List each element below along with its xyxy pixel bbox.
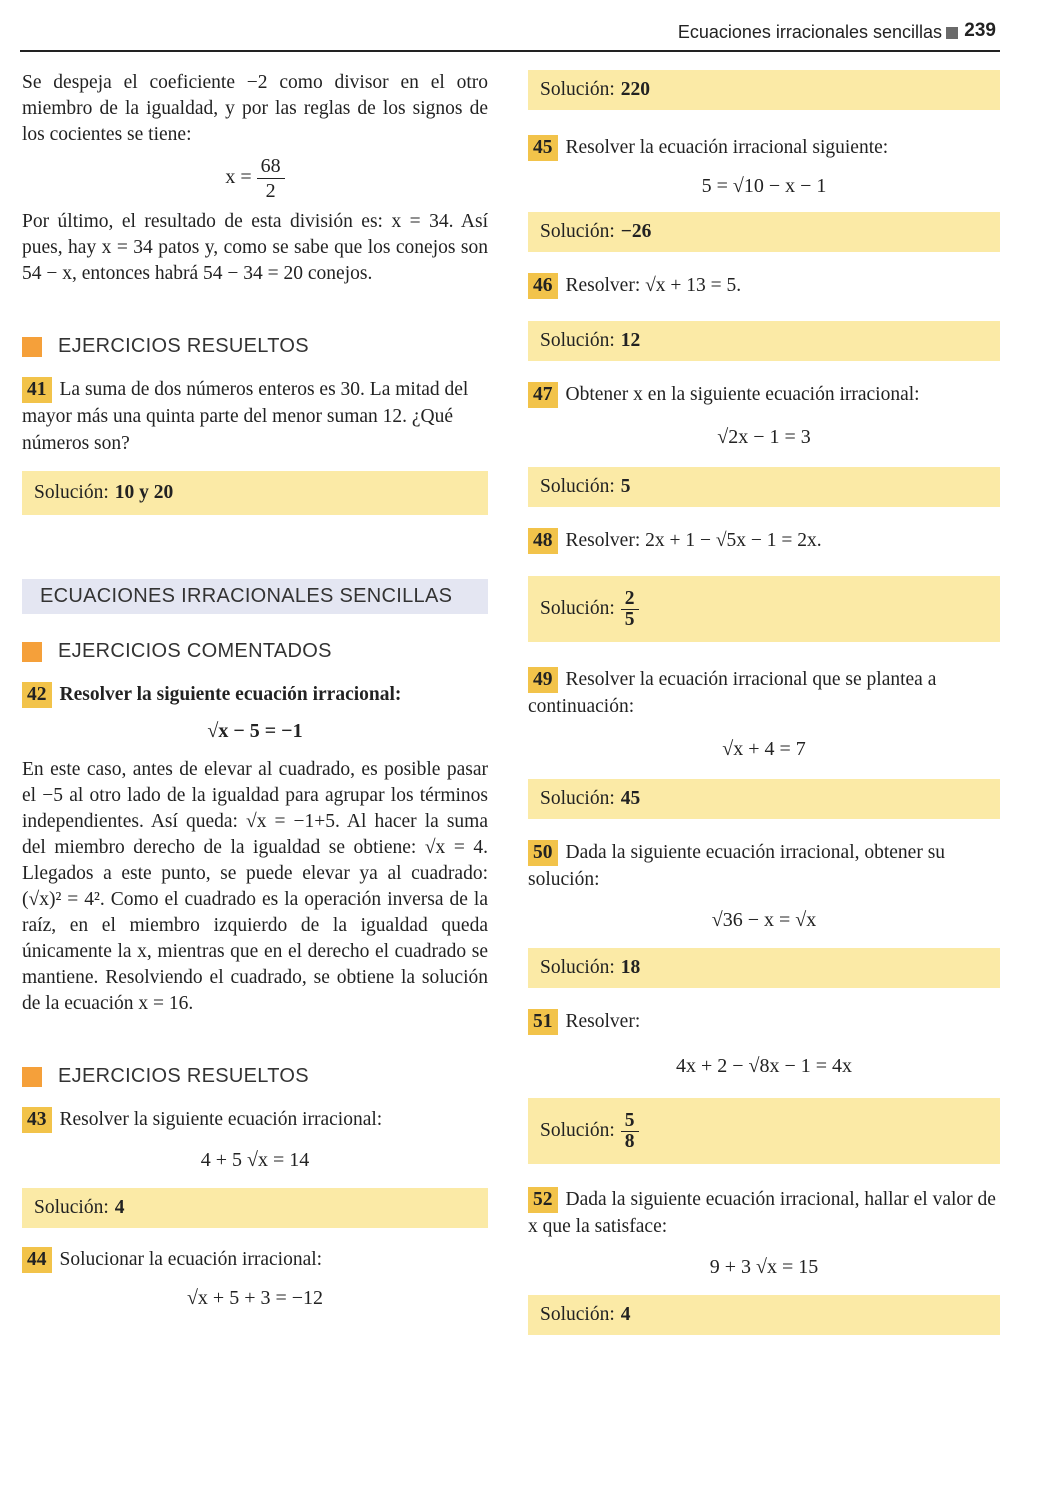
- formula-42: √x − 5 = −1: [207, 720, 303, 742]
- solution-fraction: [621, 589, 639, 630]
- solution-box-44: [528, 70, 1000, 110]
- solution-label: Solución:: [540, 476, 615, 497]
- solution-box-50: [528, 948, 1000, 988]
- solution-box-41: [22, 471, 488, 515]
- exercise-number-badge: 43: [22, 1107, 52, 1133]
- formula-49: √x + 4 = 7: [722, 738, 806, 760]
- formula-45: 5 = √10 − x − 1: [701, 175, 827, 197]
- exercise-44: [22, 1246, 488, 1273]
- section-heading-text: EJERCICIOS RESUELTOS: [58, 1065, 309, 1087]
- solution-box-45: [528, 212, 1000, 252]
- exercise-number-badge: 48: [528, 528, 558, 554]
- exercise-number-badge: 42: [22, 682, 52, 708]
- fraction-numerator: 68: [257, 154, 285, 179]
- section-heading-text: EJERCICIOS COMENTADOS: [58, 640, 332, 662]
- solution-value: 4: [114, 1197, 125, 1218]
- fraction-denominator: 2: [265, 180, 276, 202]
- topic-band: ECUACIONES IRRACIONALES SENCILLAS: [22, 579, 488, 614]
- solution-value: 220: [620, 79, 651, 100]
- formula-lhs: x =: [225, 166, 252, 189]
- exercise-number-badge: 44: [22, 1247, 52, 1273]
- left-column: [22, 70, 488, 1310]
- solution-value: 10 y 20: [114, 482, 174, 503]
- exercise-number-badge: 51: [528, 1009, 558, 1035]
- solution-box-49: [528, 779, 1000, 819]
- formula-51: 4x + 2 − √8x − 1 = 4x: [675, 1055, 853, 1077]
- formula-43: 4 + 5 √x = 14: [200, 1149, 310, 1171]
- intro-paragraph-2: Por último, el resultado de esta división es: x = 34. Así pues, hay x = 34 patos y, como se sabe que los conejos son 54 − x, entonces habrá 54 − 34 = 20 conejos.: [22, 211, 488, 284]
- exercise-number-badge: 47: [528, 382, 558, 408]
- fraction-denominator: 5: [624, 608, 635, 630]
- exercise-text: Resolver la ecuación irracional que se plantea a continuación:: [528, 669, 937, 717]
- exercise-number-badge: 45: [528, 135, 558, 161]
- page-header: [0, 0, 1062, 60]
- fraction: [257, 154, 285, 203]
- section-heading-resueltos-1: [22, 335, 488, 358]
- solution-fraction: [621, 1111, 639, 1152]
- orange-square-icon: [22, 642, 42, 662]
- header-square-icon: [946, 27, 958, 39]
- formula-47: √2x − 1 = 3: [717, 426, 811, 448]
- exercise-text: Resolver la ecuación irracional siguiente:: [565, 137, 889, 158]
- exercise-46: [528, 272, 1000, 299]
- exercise-45: [528, 134, 1000, 161]
- solution-box-43: [22, 1188, 488, 1228]
- solution-value: −26: [620, 221, 652, 242]
- orange-square-icon: [22, 337, 42, 357]
- solution-box-46: [528, 321, 1000, 361]
- running-header-title: Ecuaciones irracionales sencillas: [677, 22, 942, 42]
- exercise-43: [22, 1106, 488, 1133]
- exercise-number-badge: 46: [528, 273, 558, 299]
- solution-box-47: [528, 467, 1000, 507]
- exercise-number-badge: 41: [22, 377, 52, 403]
- exercise-42-explanation: En este caso, antes de elevar al cuadrado, es posible pasar el −5 al otro lado de la igualdad para agrupar los términos independientes. Así queda: √x = −1+5. Al hacer la suma del miembro derecho de la igualdad se obtiene: √x = 4. Llegados a este punto, se puede elevar ya al cuadrado: (√x)² = 4². Como el cuadrado es la operación inversa de la raíz, en el miembro izquierdo de la igualdad queda únicamente la x, mientras que en el derecho el cuadrado se mantiene. Resolviendo el cuadrado, se obtiene la solución de la ecuación x = 16.: [22, 759, 488, 1014]
- solution-value: 5: [620, 476, 631, 497]
- solution-label: Solución:: [540, 788, 615, 809]
- exercise-text: Resolver: √x + 13 = 5.: [565, 275, 742, 296]
- solution-value: 45: [620, 788, 641, 809]
- exercise-number-badge: 50: [528, 840, 558, 866]
- exercise-52: [528, 1186, 1000, 1240]
- solution-label: Solución:: [34, 1197, 109, 1218]
- exercise-text: Solucionar la ecuación irracional:: [59, 1249, 323, 1270]
- solution-box-51: [528, 1098, 1000, 1164]
- intro-paragraph-1: Se despeja el coeficiente −2 como divisor en el otro miembro de la igualdad, y por las reglas de los signos de los cocientes se tiene:: [22, 72, 488, 145]
- solution-label: Solución:: [540, 1304, 615, 1325]
- exercise-text: Resolver: 2x + 1 − √5x − 1 = 2x.: [565, 530, 822, 551]
- solution-label: Solución:: [540, 79, 615, 100]
- exercise-49: [528, 666, 1000, 720]
- header-rule: [20, 50, 1000, 52]
- exercise-50: [528, 839, 1000, 893]
- solution-label: Solución:: [540, 221, 615, 242]
- section-heading-text: EJERCICIOS RESUELTOS: [58, 335, 309, 357]
- exercise-47: [528, 381, 1000, 408]
- solution-value: 12: [620, 330, 641, 351]
- exercise-text: Resolver la siguiente ecuación irracional:: [59, 684, 402, 705]
- fraction-numerator: 2: [621, 589, 639, 610]
- solution-label: Solución:: [540, 957, 615, 978]
- orange-square-icon: [22, 1067, 42, 1087]
- exercise-number-badge: 52: [528, 1187, 558, 1213]
- exercise-text: Dada la siguiente ecuación irracional, obtener su solución:: [528, 842, 946, 890]
- formula-52: 9 + 3 √x = 15: [709, 1256, 819, 1278]
- exercise-51: [528, 1008, 1000, 1035]
- solution-label: Solución:: [540, 330, 615, 351]
- exercise-text: Dada la siguiente ecuación irracional, hallar el valor de x que la satisface:: [528, 1189, 996, 1237]
- page-number: 239: [964, 20, 996, 41]
- exercise-42: [22, 681, 488, 708]
- section-heading-comentados: [22, 640, 488, 663]
- fraction-numerator: 5: [621, 1111, 639, 1132]
- solution-label: Solución:: [34, 482, 109, 503]
- exercise-text: La suma de dos números enteros es 30. La mitad del mayor más una quinta parte del menor suman 12. ¿Qué números son?: [22, 379, 469, 454]
- exercise-number-badge: 49: [528, 667, 558, 693]
- formula-44: √x + 5 + 3 = −12: [186, 1287, 324, 1309]
- solution-box-52: [528, 1295, 1000, 1335]
- solution-value: 18: [620, 957, 641, 978]
- exercise-41: [22, 376, 488, 457]
- solution-box-48: [528, 576, 1000, 642]
- exercise-text: Resolver:: [565, 1011, 641, 1032]
- formula-50: √36 − x = √x: [711, 909, 817, 931]
- exercise-text: Obtener x en la siguiente ecuación irracional:: [565, 384, 920, 405]
- solution-label: Solución:: [540, 598, 615, 619]
- formula-x-equals-fraction: [22, 154, 488, 203]
- fraction-denominator: 8: [624, 1130, 635, 1152]
- right-column: [528, 70, 1000, 1335]
- section-heading-resueltos-2: [22, 1065, 488, 1088]
- solution-value: 4: [620, 1304, 631, 1325]
- exercise-48: [528, 527, 1000, 554]
- exercise-text: Resolver la siguiente ecuación irracional:: [59, 1109, 383, 1130]
- solution-label: Solución:: [540, 1120, 615, 1141]
